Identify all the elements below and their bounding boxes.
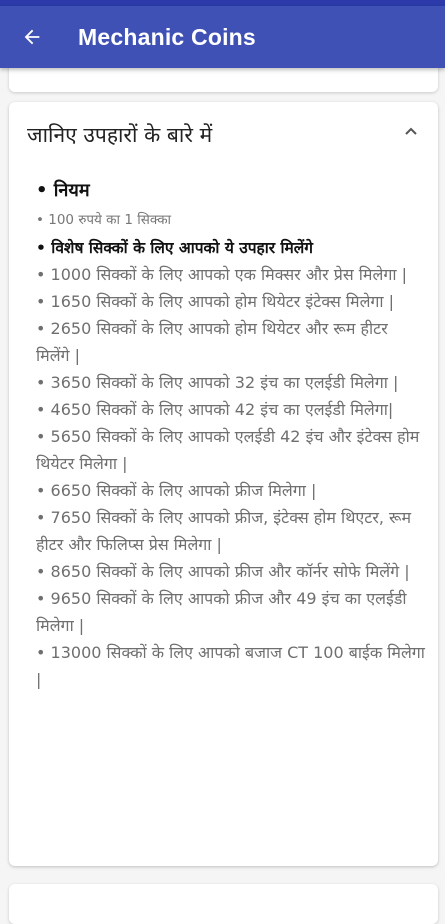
chevron-up-icon[interactable] xyxy=(404,124,418,138)
card-header[interactable] xyxy=(9,102,438,164)
app-bar xyxy=(0,6,445,68)
list-item: • 13000 सिक्कों के लिए आपको बजाज CT 100 बाईक मिलेगा | xyxy=(36,643,425,689)
gifts-heading: • विशेष सिक्कों के लिए आपको ये उपहार मिलेंगे xyxy=(36,239,314,257)
list-item: • 4650 सिक्कों के लिए आपको 42 इंच का एलईडी मिलेगा| xyxy=(36,400,394,419)
next-card[interactable] xyxy=(9,884,438,924)
list-item: • 6650 सिक्कों के लिए आपको फ्रीज मिलेगा | xyxy=(36,481,317,500)
list-item: • 8650 सिक्कों के लिए आपको फ्रीज और कॉर्नर सोफे मिलेंगे | xyxy=(36,562,410,581)
page-title: Mechanic Coins xyxy=(78,23,256,50)
list-item: • 2650 सिक्कों के लिए आपको होम थियेटर और रूम हीटर मिलेंगे | xyxy=(36,319,388,365)
list-item: • 3650 सिक्कों के लिए आपको 32 इंच का एलईडी मिलेगा | xyxy=(36,373,399,392)
card-title: जानिए उपहारों के बारे में xyxy=(27,123,213,147)
card-body xyxy=(36,176,426,693)
list-item: • 7650 सिक्कों के लिए आपको फ्रीज, इंटेक्स होम थिएटर, रूम हीटर और फिलिप्स प्रेस मिलेगा | xyxy=(36,508,412,554)
gift-list xyxy=(36,261,426,693)
list-item: • 1000 सिक्कों के लिए आपको एक मिक्सर और प्रेस मिलेगा | xyxy=(36,265,407,284)
arrow-left-icon xyxy=(21,26,43,48)
gifts-info-card xyxy=(9,102,438,866)
back-button[interactable] xyxy=(4,9,60,65)
rules-heading: • नियम xyxy=(36,180,90,201)
list-item: • 5650 सिक्कों के लिए आपको एलईडी 42 इंच और इंटेक्स होम थियेटर मिलेगा | xyxy=(36,427,420,473)
rule-text: • 100 रुपये का 1 सिक्का xyxy=(36,212,172,228)
list-item: • 9650 सिक्कों के लिए आपको फ्रीज और 49 इंच का एलईडी मिलेगा | xyxy=(36,589,407,635)
list-item: • 1650 सिक्कों के लिए आपको होम थियेटर इंटेक्स मिलेगा | xyxy=(36,292,395,311)
